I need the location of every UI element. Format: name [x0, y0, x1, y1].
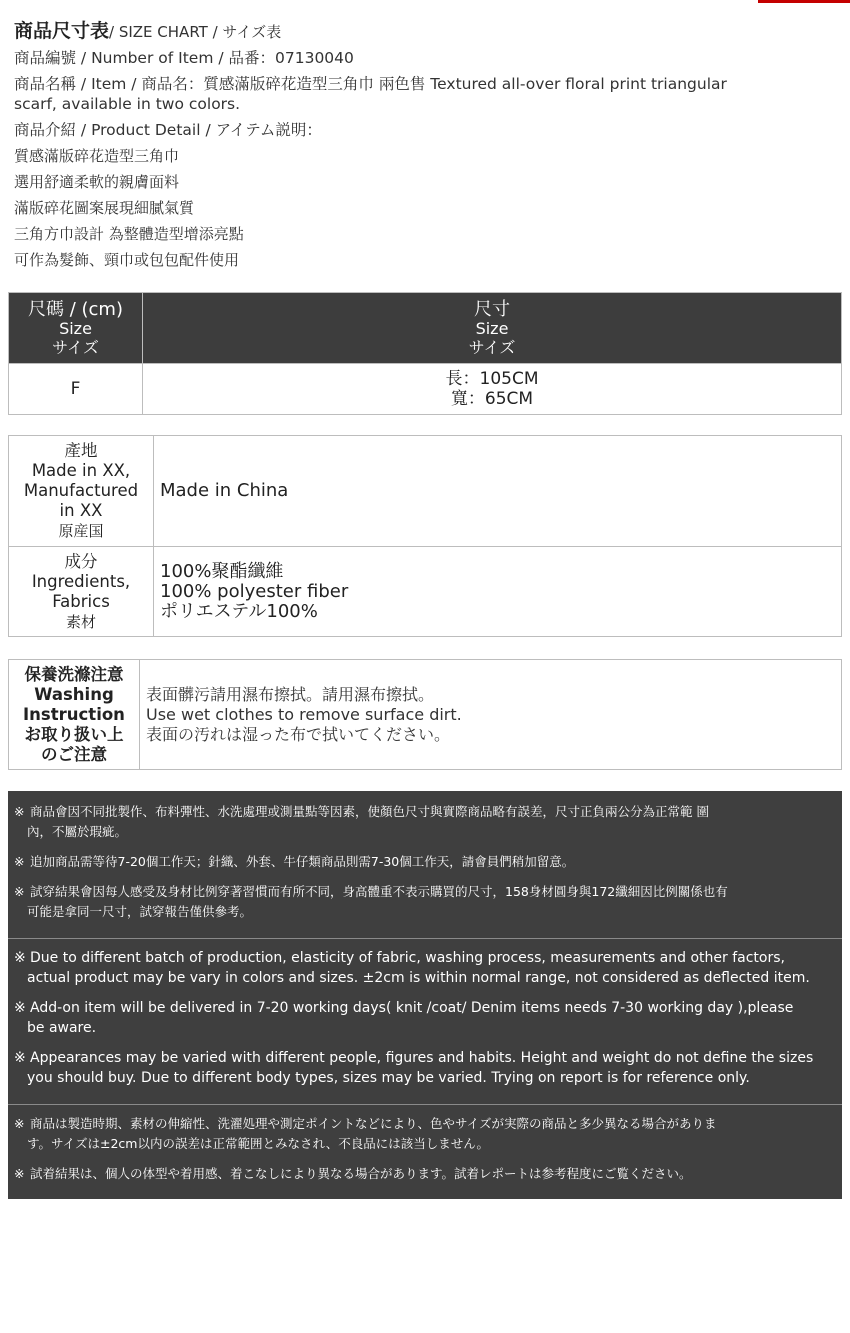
measurement-column-header: 尺寸 Size サイズ [143, 293, 842, 364]
origin-value: Made in China [154, 436, 842, 547]
notes-japanese [8, 1104, 842, 1200]
detail-line: 可作為髮飾、頸巾或包包配件使用 [14, 251, 240, 269]
note-item: ※ Appearances may be varied with different people, figures and habits. Height and weight do not define the sizes you should buy. Due to different body types, sizes may be varied. Trying on report is for reference only. [14, 1050, 814, 1086]
size-column-header: 尺碼 / (cm) Size サイズ [9, 293, 143, 364]
table-row [9, 364, 842, 415]
item-name-line-1: 商品名稱 / Item / 商品名：質感滿版碎花造型三角巾 兩色售 Textured all-over floral print triangular [14, 75, 727, 93]
detail-line: 選用舒適柔軟的親膚面料 [14, 173, 180, 191]
origin-ingredients-table [8, 435, 842, 637]
note-item: ※ 商品會因不同批製作、布料彈性、水洗處理或測量點等因素，使顏色尺寸與實際商品略有誤差，尺寸正負兩公分為正常範 圍 內，不屬於瑕疵。 [14, 804, 709, 839]
notes-panel [8, 791, 842, 1199]
title-rest: / SIZE CHART / サイズ表 [109, 23, 282, 41]
table-row [9, 436, 842, 547]
item-name [14, 74, 840, 114]
detail-line: 質感滿版碎花造型三角巾 [14, 147, 180, 165]
notes-english [8, 938, 842, 1104]
size-table-header [9, 293, 842, 364]
ingredients-value: 100%聚酯纖維 100% polyester fiber ポリエステル100% [154, 547, 842, 637]
measurement-cell [143, 364, 842, 415]
size-table [8, 292, 842, 415]
washing-label: 保養洗滌注意 Washing Instruction お取り扱い上 のご注意 [9, 660, 140, 770]
origin-label: 產地 Made in XX, Manufactured in XX 原産国 [9, 436, 154, 547]
table-row [9, 547, 842, 637]
product-detail-label: 商品介紹 / Product Detail / アイテム説明： [14, 121, 322, 139]
width-value: 寬：65CM [450, 389, 534, 409]
note-item: ※ 試着結果は、個人の体型や着用感、着こなしにより異なる場合があります。試着レポートは参考程度にご覧ください。 [14, 1166, 692, 1181]
title-main: 商品尺寸表 [14, 20, 110, 42]
item-number: 商品編號 / Number of Item / 品番：07130040 [14, 49, 354, 67]
detail-line: 三角方巾設計 為整體造型增添亮點 [14, 225, 244, 243]
ingredients-label: 成分 Ingredients, Fabrics 素材 [9, 547, 154, 637]
top-accent-bar [758, 0, 850, 3]
notes-chinese [8, 791, 842, 937]
note-item: ※ 試穿結果會因每人感受及身材比例穿著習慣而有所不同，身高體重不表示購買的尺寸，158身材圓身與172纖細因比例關係也有 可能是拿同一尺寸，試穿報告僅供參考。 [14, 884, 728, 919]
note-item: ※ 追加商品需等待7-20個工作天；針織、外套、牛仔類商品則需7-30個工作天，請會員們稍加留意。 [14, 854, 575, 869]
product-header [14, 18, 840, 270]
size-chart-title [14, 18, 840, 44]
washing-instruction-table [8, 659, 842, 770]
note-item: ※ Add-on item will be delivered in 7-20 working days( knit /coat/ Denim items needs 7-30 working day ),please be aware. [14, 1000, 794, 1036]
detail-line: 滿版碎花圖案展現細膩氣質 [14, 199, 195, 217]
length-value: 長：105CM [445, 369, 539, 389]
washing-value: 表面髒污請用濕布擦拭。請用濕布擦拭。 Use wet clothes to remove surface dirt. 表面の汚れは湿った布で拭いてください。 [140, 660, 842, 770]
note-item: ※ 商品は製造時期、素材の伸縮性、洗濯処理や測定ポイントなどにより、色やサイズが実際の商品と多少異なる場合がありま す。サイズは±2cm以内の誤差は正常範囲とみなされ、不良品には該当しません。 [14, 1116, 717, 1151]
item-name-line-2: scarf, available in two colors. [14, 95, 241, 113]
table-row [9, 660, 842, 770]
note-item: ※ Due to different batch of production, elasticity of fabric, washing process, measurements and other factors, actual product may be vary in colors and sizes. ±2cm is within normal range, not considered as deflected item. [14, 950, 810, 986]
size-cell: F [9, 364, 143, 415]
